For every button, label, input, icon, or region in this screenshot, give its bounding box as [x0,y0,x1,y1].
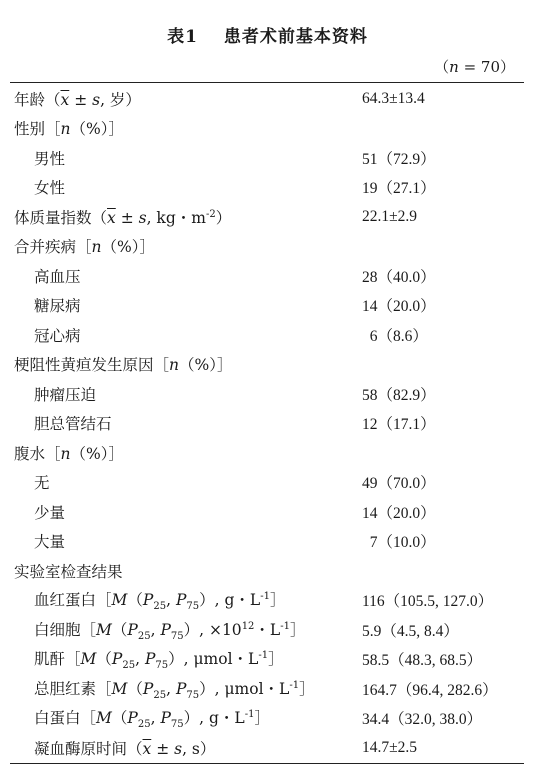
table-row [14,733,524,763]
row-value: 164.7（96.4, 282.6） [362,681,498,699]
table-row [14,615,524,645]
table-row [14,84,524,114]
row-label: 白蛋白$[M(P_{25}$, $P_{75}$）, g・$L^{-1}]$ [34,709,270,731]
row-label: 糖尿病 [34,297,81,316]
data-table [14,84,524,763]
table-row [14,527,524,557]
table-row [14,645,524,675]
table-row [14,674,524,704]
row-label: 肿瘤压迫 [34,385,97,404]
row-value: 14（20.0） [362,298,436,316]
row-label: 高血压 [34,267,81,286]
row-value: 28（40.0） [362,268,436,286]
row-label: 少量 [34,503,66,522]
table-row [14,468,524,498]
row-label: 合并疾病［n（%）］ [14,238,155,257]
row-label: 肌酐$[M(P_{25}$, $P_{75}$）, μmol・$L^{-1}]$ [34,650,284,672]
table-row [14,320,524,350]
table-title: 患者术前基本资料 [223,27,368,47]
row-value: 5.9（4.5, 8.4） [362,622,459,640]
row-label: 女性 [34,179,66,198]
table-row [14,704,524,734]
row-value: 58（82.9） [362,386,436,404]
table-row [14,261,524,291]
row-value: 12（17.1） [362,416,436,434]
sample-size-note: （n = 70） [434,58,515,76]
row-label: 凝血酶原时间（$\overline{x} \pm s$, s） [34,739,216,758]
table-row [14,143,524,173]
row-value: 14（20.0） [362,504,436,522]
row-label: 实验室检查结果 [14,562,123,581]
table-caption [0,22,535,47]
row-label: 年龄（$\overline{x} \pm s$, 岁） [14,90,141,109]
row-value: 7（10.0） [362,534,436,552]
row-value: 116（105.5, 127.0） [362,593,494,611]
row-value: 19（27.1） [362,180,436,198]
table-row [14,379,524,409]
row-label: 胆总管结石 [34,415,112,434]
row-label: 腹水［n（%）］ [14,444,124,463]
row-value: 49（70.0） [362,475,436,493]
table-row [14,409,524,439]
row-label: 性别［n（%）］ [14,120,124,139]
row-value: 14.7±2.5 [362,738,418,756]
row-value: 6（8.6） [362,327,428,345]
row-value: 34.4（32.0, 38.0） [362,711,483,729]
table-row [14,350,524,380]
row-label: 总胆红素$[M(P_{25}$, $P_{75}$）, μmol・$L^{-1}]$ [34,679,315,701]
row-label: 白细胞$[M(P_{25}$, $P_{75}$）, $\times 10^{12}$・$L^{-1}]$ [34,620,306,642]
table-top-rule [10,82,524,83]
table-row [14,438,524,468]
row-label: 体质量指数（$\overline{x} \pm s$, kg・$m^{-2}$） [14,208,232,227]
table-row [14,114,524,144]
table-row [14,173,524,203]
table-row [14,556,524,586]
row-label: 男性 [34,149,66,168]
table-bottom-rule [10,763,524,764]
row-label: 冠心病 [34,326,81,345]
row-label: 梗阻性黄疸发生原因［n（%）］ [14,356,233,375]
row-label: 大量 [34,533,66,552]
table-row [14,202,524,232]
row-label: 血红蛋白$[M(P_{25}$, $P_{75}$）, g・$L^{-1}]$ [34,591,286,613]
row-label: 无 [34,474,50,493]
table-row [14,291,524,321]
table-row [14,232,524,262]
row-value: 64.3±13.4 [362,89,425,107]
row-value: 58.5（48.3, 68.5） [362,652,483,670]
table-number: 表1 [167,27,198,47]
table-row [14,497,524,527]
row-value: 51（72.9） [362,150,436,168]
row-value: 22.1±2.9 [362,207,418,225]
table-row [14,586,524,616]
